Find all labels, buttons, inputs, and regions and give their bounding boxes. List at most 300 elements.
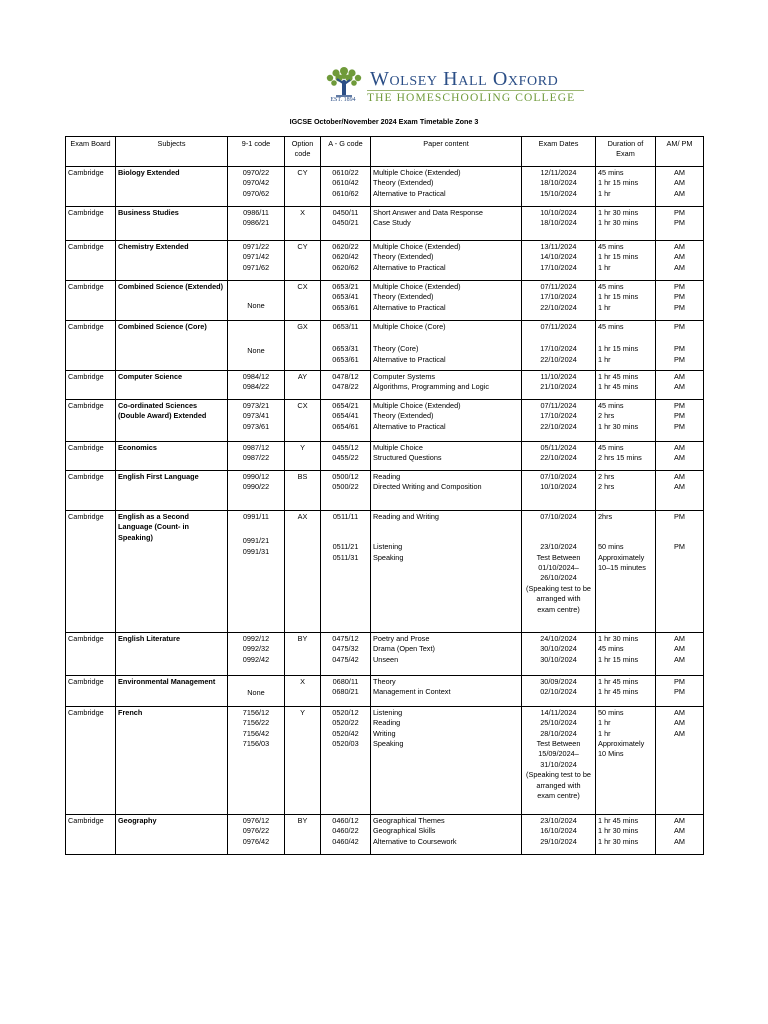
cell-line: Speaking — [373, 552, 404, 562]
option-code-cell: X — [285, 676, 321, 707]
cell-line: 45 mins — [598, 443, 624, 452]
cell-line: 0653/11 — [332, 322, 359, 331]
cell-line: 0990/12 — [242, 472, 270, 481]
code-9-1-cell — [228, 321, 285, 371]
option-code-cell: BS — [285, 471, 321, 511]
duration-cell — [596, 321, 656, 371]
cell-line: 01/10/2024– — [538, 563, 579, 573]
cell-line: AM — [674, 178, 685, 188]
cell-line: 12/11/2024 — [540, 168, 577, 177]
am-pm-cell — [656, 633, 704, 676]
cell-line: None — [247, 687, 265, 697]
cell-line: 17/10/2024 — [540, 411, 577, 421]
option-code-cell: CX — [285, 400, 321, 442]
cell-line: 0450/11 — [332, 208, 359, 217]
cell-line: Multiple Choice — [373, 443, 423, 452]
cell-line: 26/10/2024 — [540, 573, 577, 583]
cell-line: Algorithms, Programming and Logic — [373, 382, 489, 392]
subject-cell: English First Language — [116, 471, 228, 511]
exam-board-cell: Cambridge — [66, 815, 116, 855]
cell-line: 0520/22 — [332, 718, 359, 728]
cell-line: 15/09/2024– — [538, 749, 579, 759]
logo-established: EST. 1894 — [330, 97, 356, 103]
cell-line: 0511/31 — [332, 552, 359, 562]
column-header: Exam Board — [66, 137, 116, 167]
cell-line: 0610/62 — [332, 188, 359, 198]
exam-board-cell: Cambridge — [66, 707, 116, 815]
cell-line: 0520/03 — [332, 739, 359, 749]
option-code-cell: CX — [285, 281, 321, 321]
exam-date-cell — [522, 676, 596, 707]
cell-line: 0680/11 — [332, 677, 359, 686]
cell-line: AM — [674, 382, 685, 392]
cell-line: AM — [674, 728, 685, 738]
exam-board-cell: Cambridge — [66, 281, 116, 321]
cell-line: 0973/61 — [242, 421, 270, 431]
tree-icon — [322, 65, 366, 99]
subject-cell: Geography — [116, 815, 228, 855]
duration-cell — [596, 167, 656, 207]
cell-line: Theory (Extended) — [373, 292, 434, 302]
cell-line: 1 hr — [598, 262, 611, 272]
subject-cell: Combined Science (Extended) — [116, 281, 228, 321]
option-code-cell: CY — [285, 167, 321, 207]
exam-date-cell — [522, 207, 596, 241]
subject-cell: Combined Science (Core) — [116, 321, 228, 371]
duration-cell — [596, 471, 656, 511]
cell-line: 22/10/2024 — [540, 302, 577, 312]
cell-line: 1 hr 15 mins — [598, 292, 639, 302]
am-pm-cell — [656, 167, 704, 207]
cell-line: 0460/12 — [332, 816, 359, 825]
am-pm-cell — [656, 511, 704, 633]
exam-board-cell: Cambridge — [66, 207, 116, 241]
cell-line: Computer Systems — [373, 372, 436, 381]
cell-line: 0991/31 — [242, 546, 270, 556]
cell-line: PM — [674, 354, 685, 364]
cell-line: Listening — [373, 708, 403, 717]
cell-line: 07/10/2024 — [540, 512, 577, 521]
cell-line: 1 hr 30 mins — [598, 836, 639, 846]
cell-line: 0970/22 — [242, 168, 270, 177]
option-code-cell: GX — [285, 321, 321, 371]
cell-line: (Speaking test to be — [526, 583, 591, 593]
cell-line: Alternative to Coursework — [373, 836, 457, 846]
cell-line: 17/10/2024 — [540, 344, 577, 354]
logo-divider — [367, 90, 584, 91]
code-9-1-cell — [228, 707, 285, 815]
cell-line: PM — [674, 322, 685, 331]
cell-line: Theory — [373, 677, 396, 686]
cell-line: 25/10/2024 — [540, 718, 577, 728]
cell-line: 0976/22 — [242, 826, 270, 836]
document-title: IGCSE October/November 2024 Exam Timetable Zone 3 — [289, 117, 479, 126]
duration-cell — [596, 371, 656, 400]
cell-line: 1 hr 45 mins — [598, 816, 639, 825]
cell-line: Case Study — [373, 218, 411, 228]
paper-content-cell — [371, 371, 522, 400]
cell-line: 07/11/2024 — [540, 282, 577, 291]
cell-line: Theory (Extended) — [373, 411, 434, 421]
cell-line: 2 hrs — [598, 472, 615, 481]
code-9-1-cell — [228, 471, 285, 511]
duration-cell — [596, 442, 656, 471]
cell-line: 7156/03 — [242, 739, 270, 749]
logo-tagline: THE HOMESCHOOLING COLLEGE — [367, 92, 576, 104]
cell-line: Directed Writing and Composition — [373, 482, 482, 492]
option-code-cell: X — [285, 207, 321, 241]
am-pm-cell — [656, 707, 704, 815]
cell-line: 1 hr 15 mins — [598, 252, 639, 262]
cell-line: Alternative to Practical — [373, 188, 446, 198]
cell-line: 10–15 minutes — [598, 563, 646, 573]
cell-line: AM — [674, 242, 685, 251]
cell-line: 45 mins — [598, 242, 624, 251]
cell-line: AM — [674, 372, 685, 381]
exam-timetable — [65, 136, 704, 855]
cell-line: 0984/22 — [242, 382, 270, 392]
cell-line: 0970/42 — [242, 178, 270, 188]
column-header: Option code — [285, 137, 321, 167]
cell-line: 1 hr 45 mins — [598, 677, 639, 686]
exam-date-cell — [522, 707, 596, 815]
subject-cell: English Literature — [116, 633, 228, 676]
paper-content-cell — [371, 815, 522, 855]
paper-content-cell — [371, 511, 522, 633]
cell-line: AM — [674, 168, 685, 177]
cell-line: 30/09/2024 — [540, 677, 577, 686]
cell-line: 7156/12 — [242, 708, 270, 717]
subject-cell: French — [116, 707, 228, 815]
cell-line: Alternative to Practical — [373, 302, 446, 312]
cell-line: 28/10/2024 — [540, 728, 577, 738]
cell-line: 0990/22 — [242, 482, 270, 492]
exam-date-cell — [522, 321, 596, 371]
code-9-1-cell — [228, 511, 285, 633]
cell-line: 24/10/2024 — [540, 634, 577, 643]
cell-line: 22/10/2024 — [540, 354, 577, 364]
paper-content-cell — [371, 281, 522, 321]
exam-board-cell: Cambridge — [66, 400, 116, 442]
cell-line: exam centre) — [537, 790, 580, 800]
cell-line: 45 mins — [598, 401, 624, 410]
cell-line: 45 mins — [598, 322, 624, 331]
cell-line: PM — [674, 282, 685, 291]
cell-line: AM — [674, 634, 685, 643]
timetable-row — [66, 400, 704, 442]
exam-date-cell — [522, 371, 596, 400]
cell-line: 30/10/2024 — [540, 654, 577, 664]
cell-line: AM — [674, 472, 685, 481]
code-a-g-cell — [321, 281, 371, 321]
cell-line: Multiple Choice (Extended) — [373, 168, 461, 177]
cell-line: PM — [674, 302, 685, 312]
exam-date-cell — [522, 815, 596, 855]
column-header: Duration of Exam — [596, 137, 656, 167]
cell-line: Multiple Choice (Extended) — [373, 401, 461, 410]
cell-line: 1 hr — [598, 718, 611, 728]
cell-line: 0653/41 — [332, 292, 359, 302]
code-9-1-cell — [228, 167, 285, 207]
timetable-row — [66, 321, 704, 371]
am-pm-cell — [656, 815, 704, 855]
cell-line: 0992/12 — [242, 634, 270, 643]
cell-line: 1 hr 15 mins — [598, 344, 639, 354]
code-9-1-cell — [228, 400, 285, 442]
cell-line: 10/10/2024 — [540, 208, 577, 217]
timetable-row — [66, 815, 704, 855]
cell-line: Multiple Choice (Extended) — [373, 242, 461, 251]
code-9-1-cell — [228, 442, 285, 471]
cell-line: Theory (Extended) — [373, 178, 434, 188]
option-code-cell: BY — [285, 815, 321, 855]
cell-line: Approximately — [598, 739, 645, 749]
duration-cell — [596, 511, 656, 633]
cell-line: 14/11/2024 — [540, 708, 577, 717]
cell-line: Management in Context — [373, 687, 451, 697]
cell-line: AM — [674, 654, 685, 664]
am-pm-cell — [656, 321, 704, 371]
cell-line: 0511/11 — [332, 512, 359, 521]
cell-line: 0475/12 — [332, 634, 359, 643]
cell-line: 0654/21 — [332, 401, 359, 410]
cell-line: 0992/32 — [242, 644, 270, 654]
cell-line: PM — [674, 542, 685, 552]
cell-line: 45 mins — [598, 282, 624, 291]
cell-line: (Speaking test to be — [526, 770, 591, 780]
code-a-g-cell — [321, 207, 371, 241]
paper-content-cell — [371, 321, 522, 371]
timetable-row — [66, 633, 704, 676]
cell-line: 31/10/2024 — [540, 759, 577, 769]
cell-line: 0653/61 — [332, 302, 359, 312]
exam-date-cell — [522, 471, 596, 511]
timetable-row — [66, 167, 704, 207]
cell-line: PM — [674, 687, 685, 697]
option-code-cell: AX — [285, 511, 321, 633]
cell-line: 0987/22 — [242, 453, 270, 463]
duration-cell — [596, 676, 656, 707]
cell-line: 13/11/2024 — [540, 242, 577, 251]
cell-line: AM — [674, 644, 685, 654]
am-pm-cell — [656, 400, 704, 442]
cell-line: 2 hrs — [598, 482, 615, 492]
exam-board-cell: Cambridge — [66, 167, 116, 207]
option-code-cell: Y — [285, 442, 321, 471]
cell-line: 50 mins — [598, 708, 624, 717]
cell-line: exam centre) — [537, 604, 580, 614]
code-a-g-cell — [321, 471, 371, 511]
am-pm-cell — [656, 207, 704, 241]
cell-line: Multiple Choice (Extended) — [373, 282, 461, 291]
duration-cell — [596, 633, 656, 676]
cell-line: 0973/21 — [242, 401, 270, 410]
cell-line: 0992/42 — [242, 654, 270, 664]
exam-board-cell: Cambridge — [66, 371, 116, 400]
column-header: AM/ PM — [656, 137, 704, 167]
cell-line: PM — [674, 401, 685, 410]
code-9-1-cell — [228, 281, 285, 321]
subject-cell: Environmental Management — [116, 676, 228, 707]
am-pm-cell — [656, 371, 704, 400]
cell-line: 1 hr 45 mins — [598, 382, 639, 392]
code-a-g-cell — [321, 707, 371, 815]
header-row — [66, 137, 704, 167]
cell-line: 0475/42 — [332, 654, 359, 664]
cell-line: 0455/22 — [332, 453, 359, 463]
cell-line: AM — [674, 826, 685, 836]
timetable-row — [66, 676, 704, 707]
cell-line: 18/10/2024 — [540, 218, 577, 228]
cell-line: 0455/12 — [332, 443, 359, 452]
cell-line: 0654/41 — [332, 411, 359, 421]
cell-line: None — [247, 301, 265, 311]
am-pm-cell — [656, 676, 704, 707]
cell-line: AM — [674, 708, 685, 717]
cell-line: 11/10/2024 — [540, 372, 577, 381]
cell-line: 2 hrs 15 mins — [598, 453, 642, 463]
paper-content-cell — [371, 207, 522, 241]
subject-cell: English as a Second Language (Count- in Speaking) — [116, 511, 228, 633]
cell-line: Theory (Core) — [373, 344, 419, 354]
cell-line: Geographical Skills — [373, 826, 436, 836]
exam-board-cell: Cambridge — [66, 321, 116, 371]
cell-line: 23/10/2024 — [540, 816, 577, 825]
cell-line: PM — [674, 512, 685, 521]
cell-line: AM — [674, 482, 685, 492]
paper-content-cell — [371, 471, 522, 511]
cell-line: 0620/62 — [332, 262, 359, 272]
cell-line: 07/11/2024 — [540, 401, 577, 410]
cell-line: 0478/12 — [332, 372, 359, 381]
code-a-g-cell — [321, 676, 371, 707]
timetable-row — [66, 511, 704, 633]
duration-cell — [596, 207, 656, 241]
cell-line: AM — [674, 188, 685, 198]
cell-line: arranged with — [536, 594, 581, 604]
cell-line: 0475/32 — [332, 644, 359, 654]
duration-cell — [596, 815, 656, 855]
cell-line: Short Answer and Data Response — [373, 208, 483, 217]
column-header: 9-1 code — [228, 137, 285, 167]
cell-line: 0450/21 — [332, 218, 359, 228]
cell-line: arranged with — [536, 780, 581, 790]
cell-line: 02/10/2024 — [540, 687, 577, 697]
subject-cell: Chemistry Extended — [116, 241, 228, 281]
cell-line: Theory (Extended) — [373, 252, 434, 262]
cell-line: Structured Questions — [373, 453, 442, 463]
paper-content-cell — [371, 167, 522, 207]
duration-cell — [596, 281, 656, 321]
exam-board-cell: Cambridge — [66, 241, 116, 281]
cell-line: Speaking — [373, 739, 404, 749]
cell-line: PM — [674, 208, 685, 217]
cell-line: 07/10/2024 — [540, 472, 577, 481]
cell-line: 0520/42 — [332, 728, 359, 738]
code-a-g-cell — [321, 321, 371, 371]
cell-line: Unseen — [373, 654, 399, 664]
code-9-1-cell — [228, 815, 285, 855]
cell-line: Alternative to Practical — [373, 262, 446, 272]
am-pm-cell — [656, 241, 704, 281]
cell-line: PM — [674, 677, 685, 686]
cell-line: 10 Mins — [598, 749, 624, 759]
am-pm-cell — [656, 471, 704, 511]
cell-line: 0520/12 — [332, 708, 359, 717]
cell-line: 1 hr 15 mins — [598, 178, 639, 188]
cell-line: Reading — [373, 718, 401, 728]
code-9-1-cell — [228, 371, 285, 400]
wolsey-hall-logo — [322, 65, 584, 109]
cell-line: Test Between — [536, 739, 581, 749]
cell-line: Multiple Choice (Core) — [373, 322, 446, 331]
am-pm-cell — [656, 442, 704, 471]
cell-line: AM — [674, 443, 685, 452]
cell-line: 1 hr 45 mins — [598, 372, 639, 381]
cell-line: 1 hr 45 mins — [598, 687, 639, 697]
code-9-1-cell — [228, 241, 285, 281]
code-a-g-cell — [321, 442, 371, 471]
cell-line: 0653/61 — [332, 354, 359, 364]
cell-line: AM — [674, 453, 685, 463]
code-9-1-cell — [228, 633, 285, 676]
cell-line: 0460/22 — [332, 826, 359, 836]
cell-line: 0478/22 — [332, 382, 359, 392]
exam-board-cell: Cambridge — [66, 676, 116, 707]
cell-line: 0610/42 — [332, 178, 359, 188]
duration-cell — [596, 241, 656, 281]
cell-line: 0984/12 — [242, 372, 270, 381]
code-a-g-cell — [321, 633, 371, 676]
cell-line: 1 hr 15 mins — [598, 654, 639, 664]
cell-line: Writing — [373, 728, 396, 738]
cell-line: Poetry and Prose — [373, 634, 430, 643]
cell-line: 23/10/2024 — [540, 542, 577, 552]
code-9-1-cell — [228, 207, 285, 241]
code-a-g-cell — [321, 511, 371, 633]
cell-line: 1 hr 30 mins — [598, 218, 639, 228]
cell-line: PM — [674, 421, 685, 431]
cell-line: 22/10/2024 — [540, 421, 577, 431]
cell-line: PM — [674, 218, 685, 228]
column-header: Subjects — [116, 137, 228, 167]
cell-line: 1 hr 30 mins — [598, 826, 639, 836]
code-a-g-cell — [321, 371, 371, 400]
cell-line: 0610/22 — [332, 168, 359, 177]
timetable-row — [66, 371, 704, 400]
cell-line: 15/10/2024 — [540, 188, 577, 198]
cell-line: 1 hr — [598, 188, 611, 198]
exam-date-cell — [522, 400, 596, 442]
logo-name: Wolsey Hall Oxford — [370, 68, 559, 90]
exam-board-cell: Cambridge — [66, 633, 116, 676]
exam-date-cell — [522, 442, 596, 471]
cell-line: 14/10/2024 — [540, 252, 577, 262]
paper-content-cell — [371, 633, 522, 676]
cell-line: 45 mins — [598, 168, 624, 177]
cell-line: 07/11/2024 — [540, 322, 577, 331]
cell-line: 0654/61 — [332, 421, 359, 431]
cell-line: 30/10/2024 — [540, 644, 577, 654]
code-9-1-cell — [228, 676, 285, 707]
timetable-row — [66, 471, 704, 511]
cell-line: 0973/41 — [242, 411, 270, 421]
paper-content-cell — [371, 707, 522, 815]
cell-line: 0620/42 — [332, 252, 359, 262]
cell-line: 0991/21 — [242, 536, 270, 546]
cell-line: 0987/12 — [242, 443, 270, 452]
timetable-row — [66, 241, 704, 281]
